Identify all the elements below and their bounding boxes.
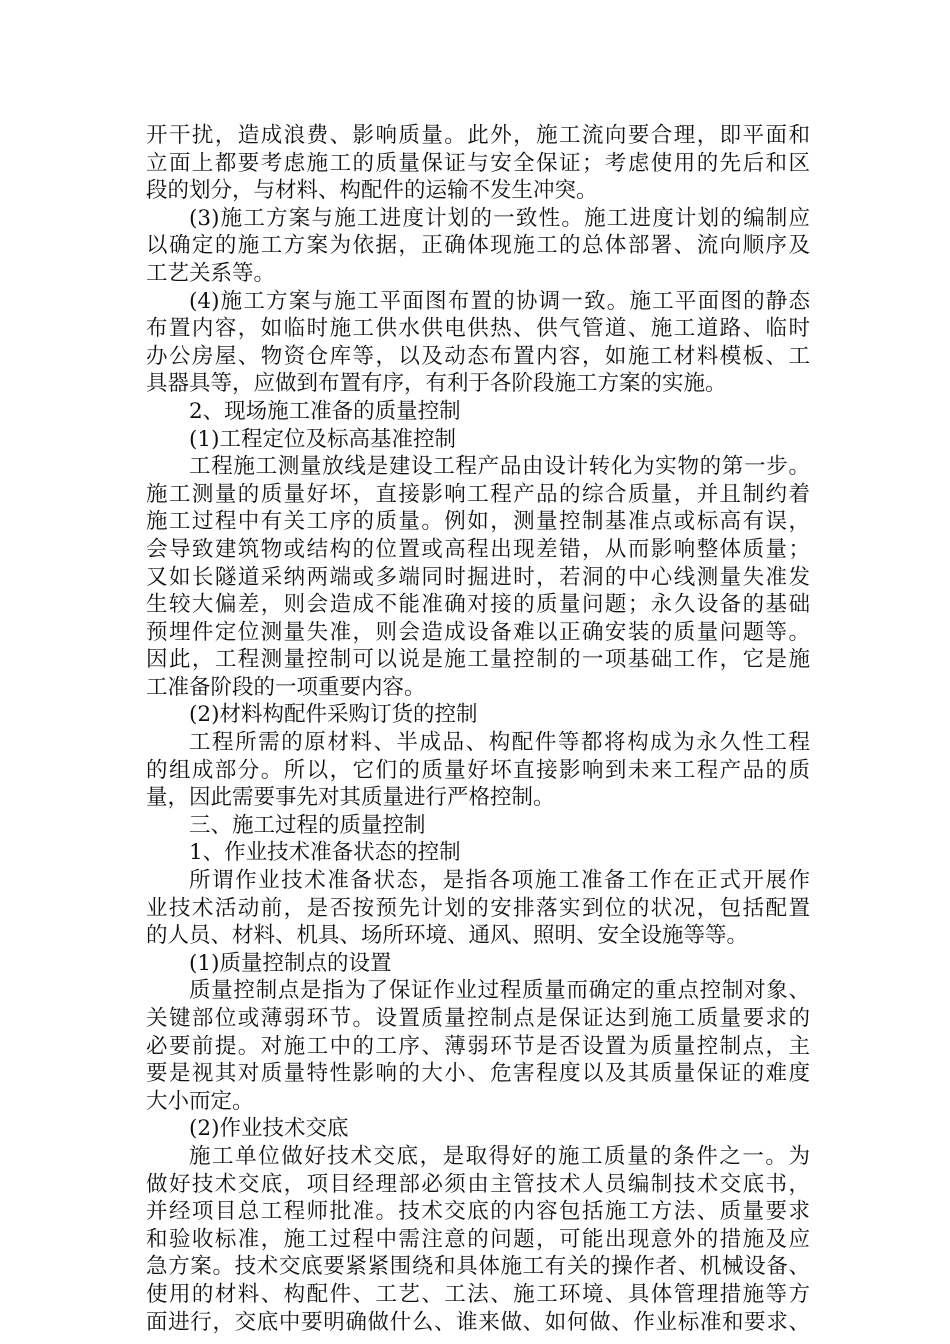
text-line: 会导致建筑物或结构的位置或高程出现差错，从而影响整体质量； <box>146 536 810 562</box>
text-line: 要是视其对质量特性影响的大小、危害程度以及其质量保证的难度 <box>146 1061 810 1087</box>
text-line: (3)施工方案与施工进度计划的一致性。施工进度计划的编制应 <box>189 205 810 231</box>
text-line: 的人员、材料、机具、场所环境、通风、照明、安全设施等等。 <box>146 923 749 949</box>
text-line: 又如长隧道采纳两端或多端同时掘进时，若洞的中心线测量失准发 <box>146 564 810 590</box>
text-line: (1)工程定位及标高基准控制 <box>189 426 456 452</box>
text-line: 业技术活动前，是否按预先计划的安排落实到位的状况，包括配置 <box>146 895 810 921</box>
text-line: 布置内容，如临时施工供水供电供热、供气管道、施工道路、临时 <box>146 316 810 342</box>
text-line: 关键部位或薄弱环节。设置质量控制点是保证达到施工质量要求的 <box>146 1006 810 1031</box>
text-line: 办公房屋、物资仓库等，以及动态布置内容，如施工材料模板、工 <box>146 343 810 369</box>
text-line: 生较大偏差，则会造成不能准确对接的质量问题；永久设备的基础 <box>146 592 810 618</box>
text-line: 具器具等，应做到布置有序，有利于各阶段施工方案的实施。 <box>146 371 727 397</box>
text-line: 质量控制点是指为了保证作业过程质量而确定的重点控制对象、 <box>189 978 810 1004</box>
text-line: 急方案。技术交底要紧紧围绕和具体施工有关的操作者、机械设备、 <box>146 1254 810 1280</box>
text-line: 和验收标准，施工过程中需注意的问题，可能出现意外的措施及应 <box>146 1226 810 1252</box>
text-line: 以确定的施工方案为依据，正确体现施工的总体部署、流向顺序及 <box>146 233 810 259</box>
text-line: 工程施工测量放线是建设工程产品由设计转化为实物的第一步。 <box>189 454 810 480</box>
text-line: 三、施工过程的质量控制 <box>189 812 426 838</box>
text-line: 施工单位做好技术交底，是取得好的施工质量的条件之一。为 <box>189 1143 810 1169</box>
text-line: 工艺关系等。 <box>146 260 276 286</box>
text-line: 做好技术交底，项目经理部必须由主管技术人员编制技术交底书， <box>146 1171 810 1197</box>
text-line: 面进行，交底中要明确做什么、谁来做、如何做、作业标准和要求、 <box>146 1309 810 1335</box>
text-line: (1)质量控制点的设置 <box>189 950 392 976</box>
text-line: 工准备阶段的一项重要内容。 <box>146 674 426 700</box>
text-line: 并经项目总工程师批准。技术交底的内容包括施工方法、质量要求 <box>146 1199 810 1225</box>
text-line: 大小而定。 <box>146 1088 254 1114</box>
text-line: 2、现场施工准备的质量控制 <box>189 398 461 424</box>
text-line: 必要前提。对施工中的工序、薄弱环节是否设置为质量控制点，主 <box>146 1033 810 1059</box>
text-line: 施工测量的质量好坏，直接影响工程产品的综合质量，并且制约着 <box>146 481 810 507</box>
text-line: 开干扰，造成浪费、影响质量。此外，施工流向要合理，即平面和 <box>146 123 810 148</box>
text-line: 使用的材料、构配件、工艺、工法、施工环境、具体管理措施等方 <box>146 1281 810 1307</box>
text-line: 所谓作业技术准备状态，是指各项施工准备工作在正式开展作 <box>189 868 810 894</box>
text-line: 的组成部分。所以，它们的质量好坏直接影响到未来工程产品的质 <box>146 757 810 783</box>
text-line: (2)作业技术交底 <box>189 1116 349 1142</box>
document-page <box>146 122 810 1336</box>
text-line: 施工过程中有关工序的质量。例如，测量控制基准点或标高有误， <box>146 509 810 535</box>
text-line: 预埋件定位测量失准，则会造成设备难以正确安装的质量问题等。 <box>146 619 810 645</box>
text-line: 立面上都要考虑施工的质量保证与安全保证；考虑使用的先后和区 <box>146 150 810 176</box>
text-line: (2)材料构配件采购订货的控制 <box>189 702 478 728</box>
text-line: (4)施工方案与施工平面图布置的协调一致。施工平面图的静态 <box>189 288 810 314</box>
text-line: 1、作业技术准备状态的控制 <box>189 840 461 866</box>
text-line: 因此，工程测量控制可以说是施工量控制的一项基础工作，它是施 <box>146 647 810 673</box>
text-line: 量，因此需要事先对其质量进行严格控制。 <box>146 785 555 811</box>
text-line: 工程所需的原材料、半成品、构配件等都将构成为永久性工程 <box>189 730 810 756</box>
text-line: 段的划分，与材料、构配件的运输不发生冲突。 <box>146 178 598 204</box>
